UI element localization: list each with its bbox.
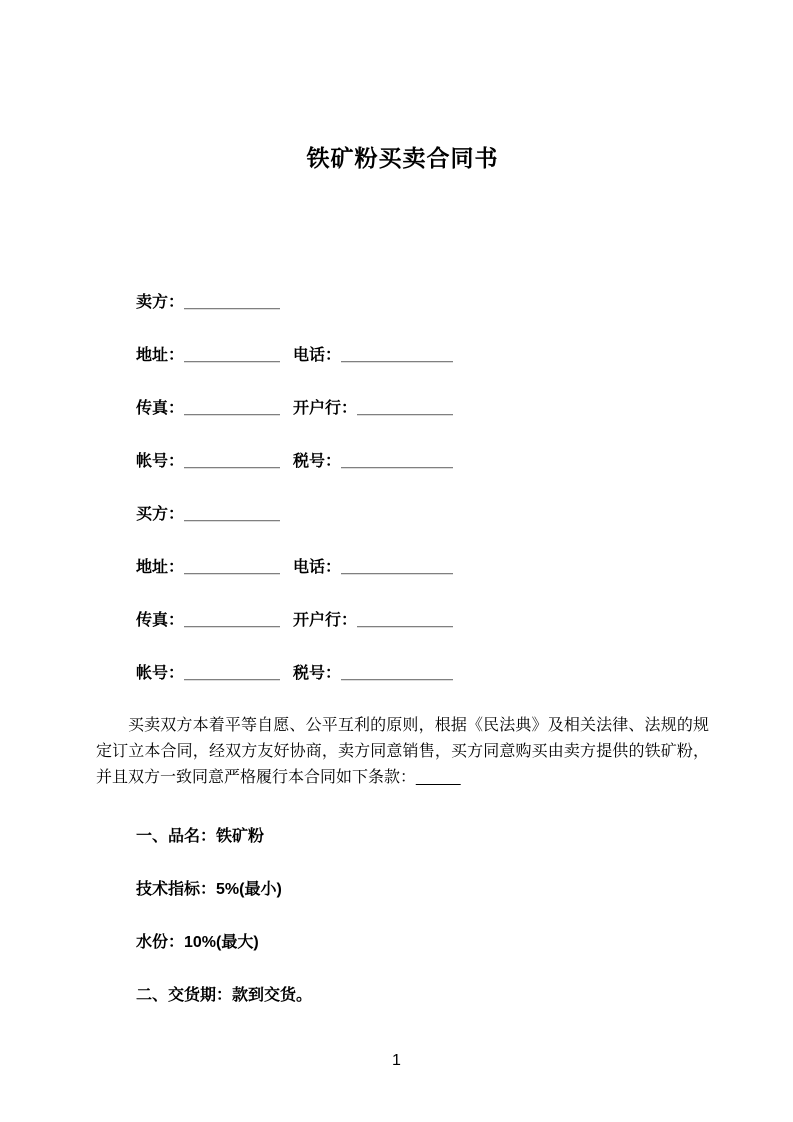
seller-phone-label: 电话： [293, 347, 342, 364]
clause-moisture: 水份：10%(最大) [136, 934, 259, 951]
buyer-label: 买方： [136, 506, 185, 523]
buyer-account-label: 帐号： [136, 665, 185, 682]
clause-delivery: 二、交货期：款到交货。 [136, 987, 313, 1004]
form-row-buyer-fax-bank [136, 607, 709, 628]
form-row-buyer-account-tax [136, 660, 709, 681]
buyer-fax-blank: ＿＿＿＿＿＿ [184, 612, 281, 629]
form-row-seller [136, 289, 709, 310]
buyer-phone-label: 电话： [293, 559, 342, 576]
buyer-bank-label: 开户行： [293, 612, 358, 629]
seller-bank-label: 开户行： [293, 400, 358, 417]
seller-blank: ＿＿＿＿＿＿ [184, 294, 281, 311]
page-number: 1 [392, 1052, 401, 1069]
seller-account-blank: ＿＿＿＿＿＿ [184, 453, 281, 470]
seller-phone-blank: ＿＿＿＿＿＿＿ [341, 347, 454, 364]
seller-account-label: 帐号： [136, 453, 185, 470]
seller-address-blank: ＿＿＿＿＿＿ [184, 347, 281, 364]
seller-label: 卖方： [136, 294, 185, 311]
contract-intro-paragraph: 买卖双方本着平等自愿、公平互利的原则，根据《民法典》及相关法律、法规的规定订立本合同，经双方友好协商，卖方同意销售，买方同意购买由卖方提供的铁矿粉，并且双方一致同意严格履行本合同如下条款：_____ [96, 717, 709, 786]
form-row-buyer [136, 501, 709, 522]
buyer-bank-blank: ＿＿＿＿＿＿ [357, 612, 454, 629]
clause-product-name: 一、品名：铁矿粉 [136, 828, 265, 845]
buyer-address-blank: ＿＿＿＿＿＿ [184, 559, 281, 576]
form-row-buyer-address-phone [136, 554, 709, 575]
clause-technical-spec: 技术指标：5%(最小) [136, 881, 282, 898]
seller-bank-blank: ＿＿＿＿＿＿ [357, 400, 454, 417]
seller-address-label: 地址： [136, 347, 185, 364]
buyer-account-blank: ＿＿＿＿＿＿ [184, 665, 281, 682]
buyer-taxno-blank: ＿＿＿＿＿＿＿ [341, 665, 454, 682]
seller-fax-label: 传真： [136, 400, 185, 417]
buyer-blank: ＿＿＿＿＿＿ [184, 506, 281, 523]
contract-party-form [96, 289, 709, 681]
form-row-seller-fax-bank [136, 395, 709, 416]
buyer-taxno-label: 税号： [293, 665, 342, 682]
buyer-address-label: 地址： [136, 559, 185, 576]
seller-fax-blank: ＿＿＿＿＿＿ [184, 400, 281, 417]
document-title: 铁矿粉买卖合同书 [306, 145, 499, 171]
form-row-seller-account-tax [136, 448, 709, 469]
buyer-phone-blank: ＿＿＿＿＿＿＿ [341, 559, 454, 576]
buyer-fax-label: 传真： [136, 612, 185, 629]
form-row-seller-address-phone [136, 342, 709, 363]
seller-taxno-label: 税号： [293, 453, 342, 470]
seller-taxno-blank: ＿＿＿＿＿＿＿ [341, 453, 454, 470]
